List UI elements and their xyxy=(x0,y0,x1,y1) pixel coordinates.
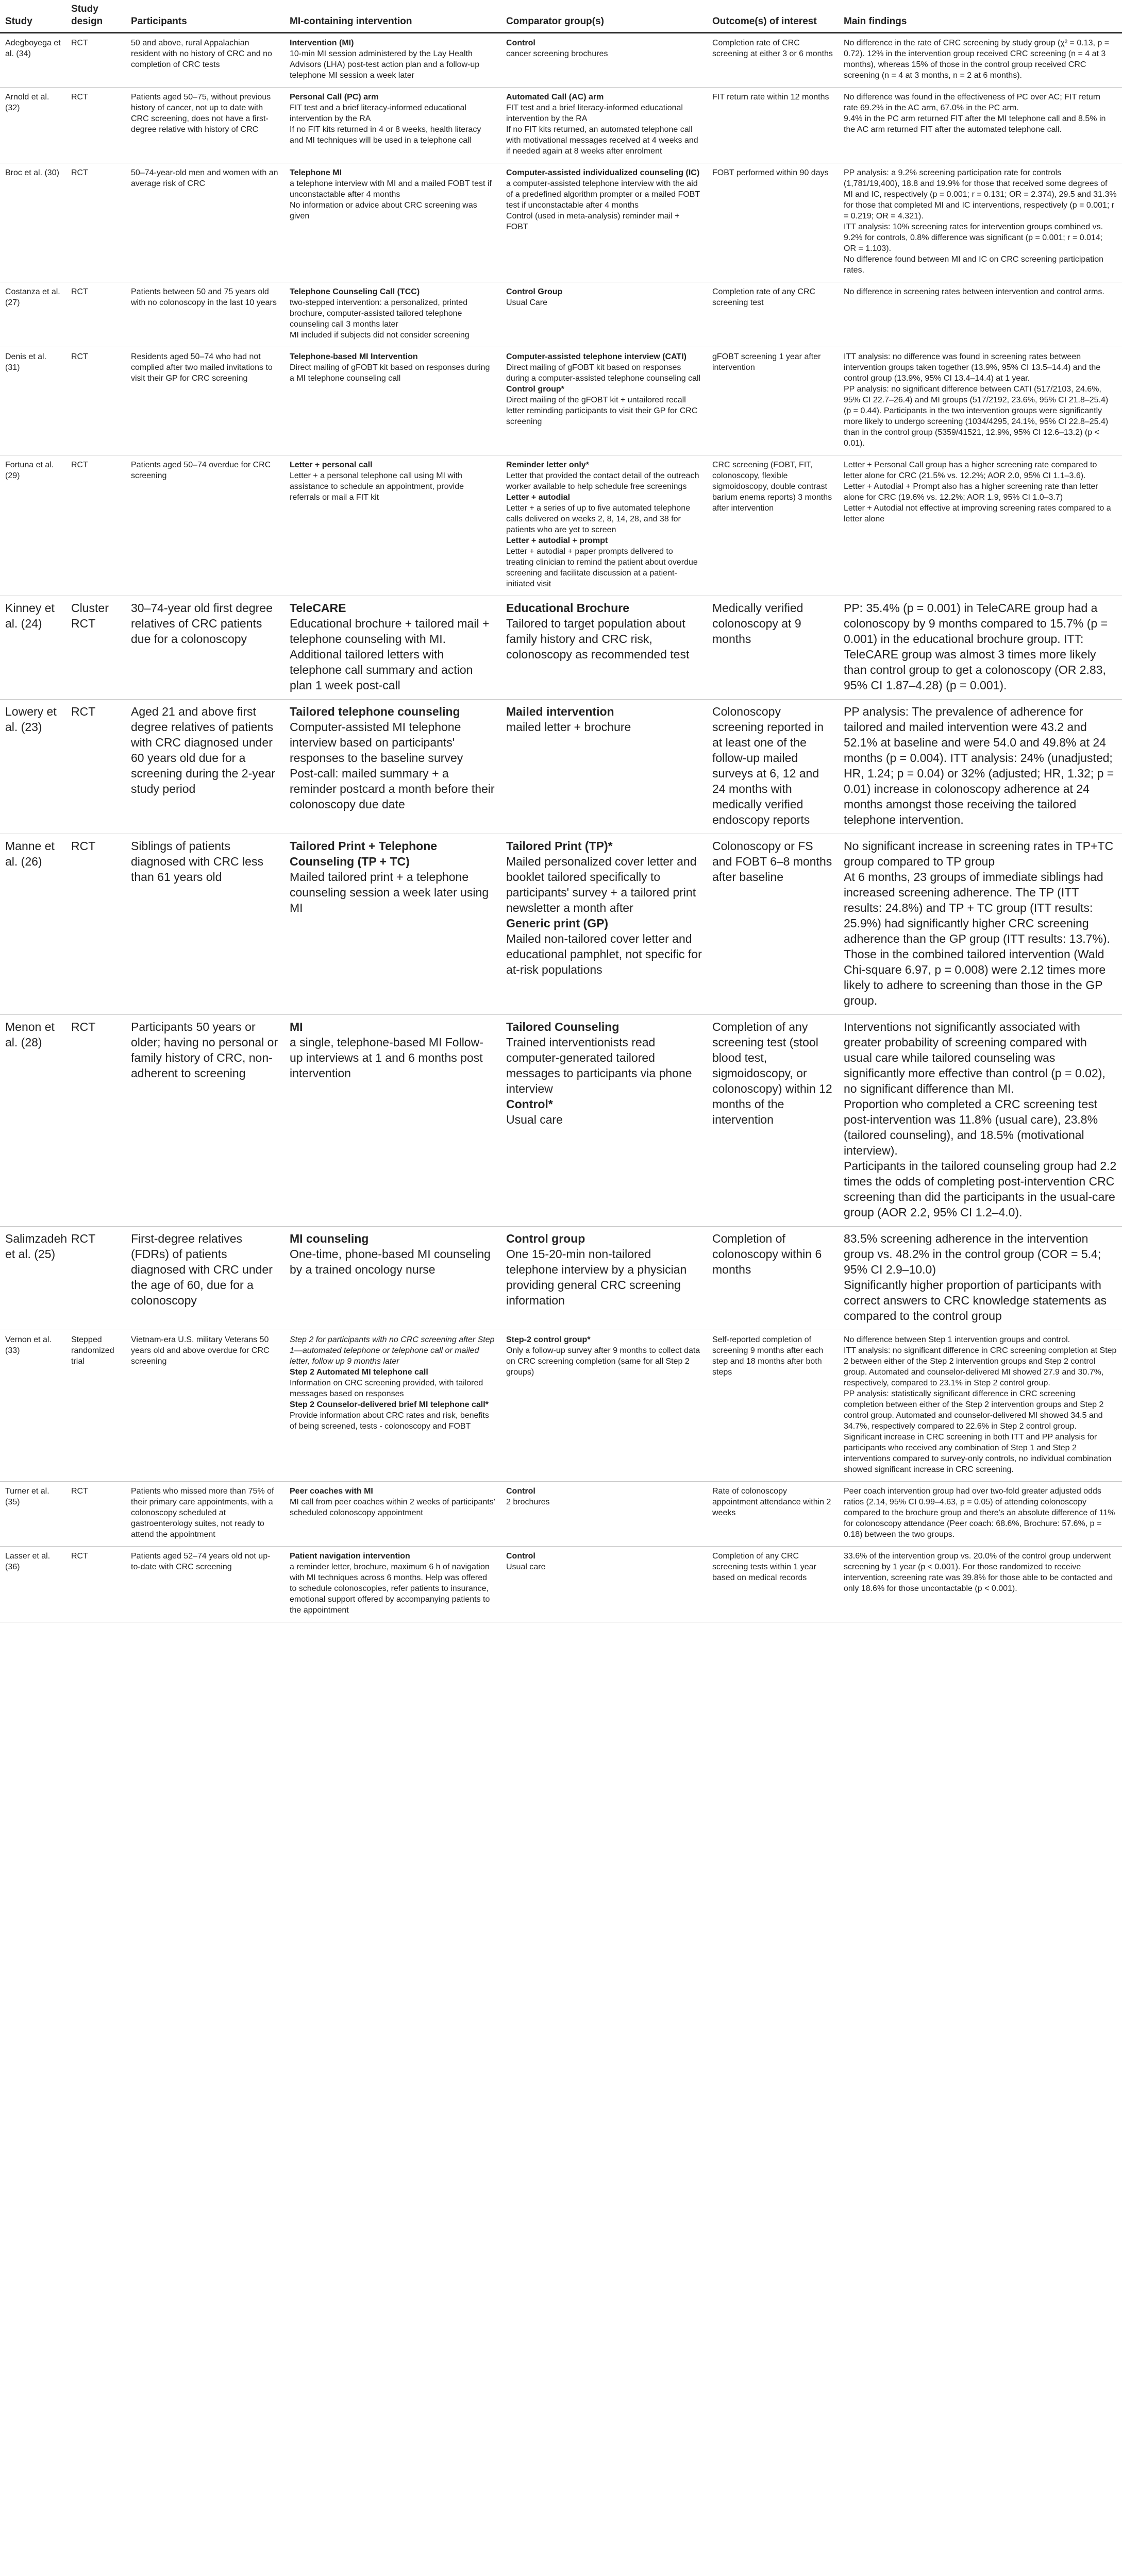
cell-study xyxy=(0,834,66,1015)
cell-findings xyxy=(839,282,1122,347)
comparator-text: Mailed personalized cover letter and booklet tailored specifically to participants' survey + a tailored print newsletter a month after xyxy=(506,855,697,914)
intervention-text: MI call from peer coaches within 2 weeks of participants' scheduled colonoscopy appointment xyxy=(290,1498,495,1517)
cell-design xyxy=(66,1015,126,1227)
findings-text: PP: 35.4% (p = 0.001) in TeleCARE group had a colonoscopy by 9 months compared to 15.7% (p = 0.001) in the educational brochure group. ITT: TeleCARE group was almost 3 times more likely than control group to get a colonoscopy (OR 2.83, 95% CI 1.87–4.28) (p = 0.001). xyxy=(844,601,1108,692)
cell-study xyxy=(0,1015,66,1227)
outcome-text: Medically verified colonoscopy at 9 months xyxy=(712,601,803,646)
cell-study xyxy=(0,1547,66,1622)
cell-findings xyxy=(839,596,1122,700)
intervention-text: TeleCARE xyxy=(290,601,346,615)
outcome-text: Colonoscopy or FS and FOBT 6–8 months after baseline xyxy=(712,839,832,884)
participants-text: Participants 50 years or older; having no personal or family history of CRC, non-adherent to screening xyxy=(131,1020,278,1080)
study-text: Broc et al. (30) xyxy=(5,168,59,177)
cell-comparator xyxy=(501,88,707,163)
table-row xyxy=(0,33,1122,88)
cell-intervention xyxy=(284,1227,501,1330)
comparator-text: Mailed intervention xyxy=(506,705,614,718)
findings-text: No difference was found in the effectiveness of PC over AC; FIT return rate 69.2% in the AC arm, 67.0% in the PC arm. xyxy=(844,93,1101,112)
cell-design xyxy=(66,1330,126,1482)
intervention-text: Telephone MI xyxy=(290,168,342,177)
cell-outcome xyxy=(707,163,839,282)
cell-intervention xyxy=(284,282,501,347)
comparator-text: Control xyxy=(506,39,535,47)
comparator-text: Reminder letter only* xyxy=(506,461,589,469)
cell-comparator xyxy=(501,455,707,596)
cell-findings xyxy=(839,455,1122,596)
intervention-text: Patient navigation intervention xyxy=(290,1552,410,1561)
cell-outcome xyxy=(707,455,839,596)
comparator-text: Computer-assisted telephone interview (CATI) xyxy=(506,352,686,361)
comparator-text: Letter + autodial + paper prompts delivered to treating clinician to remind the patient about overdue screening and facilitate discussion at a patient-initiated visit xyxy=(506,547,698,588)
participants-text: Residents aged 50–74 who had not complied after two mailed invitations to visit their GP for CRC screening xyxy=(131,352,273,383)
study-text: Kinney et al. (24) xyxy=(5,601,55,630)
intervention-text: One-time, phone-based MI counseling by a trained oncology nurse xyxy=(290,1247,491,1276)
cell-findings xyxy=(839,163,1122,282)
study-text: Salimzadeh et al. (25) xyxy=(5,1232,68,1261)
cell-intervention xyxy=(284,1547,501,1622)
design-text: RCT xyxy=(71,287,88,296)
comparator-text: Direct mailing of the gFOBT kit + untailored recall letter reminding participants to visit their GP for CRC screening xyxy=(506,396,698,426)
column-header-intervention: MI-containing intervention xyxy=(284,0,501,33)
cell-comparator xyxy=(501,1015,707,1227)
cell-design xyxy=(66,1547,126,1622)
cell-participants xyxy=(126,163,284,282)
intervention-text: 10-min MI session administered by the Lay Health Advisors (LHA) post-test action plan and a follow-up telephone MI session a week later xyxy=(290,49,480,80)
column-header-findings: Main findings xyxy=(839,0,1122,33)
cell-findings xyxy=(839,1330,1122,1482)
intervention-text: Letter + a personal telephone call using MI with assistance to schedule an appointment, provide referrals or mail a FIT kit xyxy=(290,471,464,502)
intervention-text: Direct mailing of gFOBT kit based on responses during a MI telephone counseling call xyxy=(290,363,490,383)
cell-study xyxy=(0,700,66,834)
intervention-text: MI xyxy=(290,1020,303,1033)
intervention-text: Mailed tailored print + a telephone counseling session a week later using MI xyxy=(290,870,489,914)
findings-text: At 6 months, 23 groups of immediate siblings had increased screening adherence. The TP (ITT results: 24.8%) and TP + TC group (ITT results: 25.9%) had significantly higher CRC screening adherence than the GP group (ITT results: 13.7%). xyxy=(844,870,1110,945)
comparator-text: Letter that provided the contact detail of the outreach worker available to help schedule free screenings xyxy=(506,471,699,491)
comparator-text: Control xyxy=(506,1487,535,1496)
design-text: RCT xyxy=(71,1020,96,1033)
outcome-text: Self-reported completion of screening 9 months after each step and 18 months after both steps xyxy=(712,1335,824,1377)
findings-text: Significantly higher proportion of participants with correct answers to CRC knowledge statements as compared to the control group xyxy=(844,1278,1107,1323)
comparator-text: Tailored to target population about family history and CRC risk, colonoscopy as recommended test xyxy=(506,617,690,661)
cell-comparator xyxy=(501,282,707,347)
cell-participants xyxy=(126,455,284,596)
participants-text: 50 and above, rural Appalachian resident with no history of CRC and no completion of CRC tests xyxy=(131,39,272,69)
intervention-text: Post-call: mailed summary + a reminder postcard a month before their colonoscopy due date xyxy=(290,767,495,811)
cell-study xyxy=(0,88,66,163)
cell-design xyxy=(66,1227,126,1330)
intervention-text: If no FIT kits returned in 4 or 8 weeks, health literacy and MI techniques will be used in a telephone call xyxy=(290,125,481,145)
cell-study xyxy=(0,33,66,88)
intervention-text: Tailored Print + Telephone Counseling (TP + TC) xyxy=(290,839,438,868)
intervention-text: a single, telephone-based MI Follow-up interviews at 1 and 6 months post intervention xyxy=(290,1036,483,1080)
outcome-text: FIT return rate within 12 months xyxy=(712,93,829,101)
findings-text: Significant increase in CRC screening in both ITT and PP analysis for participants who received any combination of Step 1 and Step 2 interventions compared to survey-only controls, no individual combination showed significant increase in CRC screening. xyxy=(844,1433,1112,1474)
column-header-participants: Participants xyxy=(126,0,284,33)
cell-findings xyxy=(839,88,1122,163)
cell-study xyxy=(0,455,66,596)
findings-text: No difference in the rate of CRC screening by study group (χ² = 0.13, p = 0.72). 12% in the intervention group received CRC screening (n = 4 at 3 months), whereas 15% of those in the control group received CRC screening (n = 4 at 3 months, n = 2 at 6 months). xyxy=(844,39,1110,80)
study-text: Lowery et al. (23) xyxy=(5,705,57,734)
intervention-text: two-stepped intervention: a personalized, printed brochure, computer-assisted tailored telephone counseling call 3 months later xyxy=(290,298,468,329)
cell-participants xyxy=(126,1482,284,1547)
participants-text: Patients aged 50–74 overdue for CRC screening xyxy=(131,461,271,480)
study-text: Turner et al. (35) xyxy=(5,1487,49,1506)
cell-study xyxy=(0,1227,66,1330)
findings-text: PP analysis: The prevalence of adherence for tailored and mailed intervention were 43.2 and 52.1% at baseline and were 54.0 and 49.8% at 24 months (p = 0.004). ITT analysis: 24% (unadjusted; HR, 1.24; p = 0.04) or 32% (adjusted; HR, 1.32; p = 0.01) increase in colonoscopy adherence at 24 months amongst those receiving the tailored telephone intervention. xyxy=(844,705,1114,826)
design-text: RCT xyxy=(71,352,88,361)
findings-text: Letter + Autodial not effective at improving screening rates compared to a letter alone xyxy=(844,504,1111,523)
comparator-text: Only a follow-up survey after 9 months to collect data on CRC screening completion (same for all Step 2 groups) xyxy=(506,1346,700,1377)
outcome-text: Completion of any CRC screening tests within 1 year based on medical records xyxy=(712,1552,816,1582)
cell-outcome xyxy=(707,1330,839,1482)
table-row xyxy=(0,1330,1122,1482)
findings-text: 83.5% screening adherence in the intervention group vs. 48.2% in the control group (COR = 5.4; 95% CI 2.9–10.0) xyxy=(844,1232,1101,1276)
table-body xyxy=(0,33,1122,1622)
comparator-text: FIT test and a brief literacy-informed educational intervention by the RA xyxy=(506,104,683,123)
design-text: RCT xyxy=(71,1487,88,1496)
intervention-text: FIT test and a brief literacy-informed educational intervention by the RA xyxy=(290,104,466,123)
column-header-study: Study xyxy=(0,0,66,33)
cell-findings xyxy=(839,1482,1122,1547)
cell-outcome xyxy=(707,1482,839,1547)
intervention-text: MI included if subjects did not consider screening xyxy=(290,331,470,340)
cell-participants xyxy=(126,347,284,455)
findings-text: Interventions not significantly associated with greater probability of screening compared with usual care while tailored counseling was significantly more effective than control (p = 0.02), no significant difference than MI. xyxy=(844,1020,1106,1095)
participants-text: Patients aged 52–74 years old not up-to-date with CRC screening xyxy=(131,1552,271,1571)
table-row xyxy=(0,282,1122,347)
cell-outcome xyxy=(707,1227,839,1330)
table-row xyxy=(0,347,1122,455)
findings-text: Letter + Autodial + Prompt also has a higher screening rate than letter alone for CRC (19.6% vs. 12.2%; AOR 1.9, 95% CI 1.0–3.7) xyxy=(844,482,1098,502)
cell-findings xyxy=(839,1547,1122,1622)
cell-participants xyxy=(126,1227,284,1330)
findings-text: No difference between Step 1 intervention groups and control. xyxy=(844,1335,1070,1344)
comparator-text: Letter + autodial xyxy=(506,493,571,502)
study-text: Menon et al. (28) xyxy=(5,1020,55,1049)
cell-intervention xyxy=(284,596,501,700)
cell-design xyxy=(66,455,126,596)
participants-text: Vietnam-era U.S. military Veterans 50 years old and above overdue for CRC screening xyxy=(131,1335,270,1366)
cell-comparator xyxy=(501,347,707,455)
intervention-text: Educational brochure + tailored mail + telephone counseling with MI. Additional tailored letters with telephone call summary and action plan 1 week post-call xyxy=(290,617,490,692)
cell-outcome xyxy=(707,1547,839,1622)
design-text: RCT xyxy=(71,705,96,718)
comparator-text: Step-2 control group* xyxy=(506,1335,591,1344)
findings-text: Proportion who completed a CRC screening test post-intervention was 11.8% (usual care), 23.8% (tailored counseling), and 18.5% (motivational interview). xyxy=(844,1097,1098,1157)
intervention-text: a telephone interview with MI and a mailed FOBT test if unconstactable after 4 months xyxy=(290,179,492,199)
cell-outcome xyxy=(707,282,839,347)
findings-text: ITT analysis: 10% screening rates for intervention groups combined vs. 9.2% for controls, 0.8% difference was significant (p = 0.001; r = 0.014; OR = 1.103). xyxy=(844,223,1103,253)
cell-intervention xyxy=(284,1482,501,1547)
intervention-text: Step 2 for participants with no CRC screening after Step 1—automated telephone or telephone call or mailed letter, follow up 9 months later xyxy=(290,1335,495,1366)
cell-findings xyxy=(839,1227,1122,1330)
findings-text: Those in the combined tailored intervention (Wald Chi-square 6.97, p = 0.008) were 2.12 times more likely to adhere to screening than those in the GP group. xyxy=(844,947,1106,1007)
study-text: Adegboyega et al. (34) xyxy=(5,39,61,58)
intervention-text: Information on CRC screening provided, with tailored messages based on responses xyxy=(290,1379,483,1398)
cell-comparator xyxy=(501,596,707,700)
cell-design xyxy=(66,596,126,700)
outcome-text: Completion rate of any CRC screening test xyxy=(712,287,816,307)
cell-participants xyxy=(126,1015,284,1227)
table-row xyxy=(0,1547,1122,1622)
intervention-text: Peer coaches with MI xyxy=(290,1487,373,1496)
cell-outcome xyxy=(707,834,839,1015)
design-text: RCT xyxy=(71,839,96,853)
cell-participants xyxy=(126,834,284,1015)
table-row xyxy=(0,163,1122,282)
intervention-text: MI counseling xyxy=(290,1232,369,1245)
table-row xyxy=(0,1015,1122,1227)
cell-design xyxy=(66,33,126,88)
comparator-text: Control (used in meta-analysis) reminder mail + FOBT xyxy=(506,212,680,231)
cell-comparator xyxy=(501,33,707,88)
intervention-text: a reminder letter, brochure, maximum 6 h of navigation with MI techniques across 6 months. Help was offered to schedule colonoscopies, refer patients to insurance, emotional support offered by accompanying patients to the appointment xyxy=(290,1563,490,1615)
findings-text: No difference in screening rates between intervention and control arms. xyxy=(844,287,1104,296)
cell-participants xyxy=(126,596,284,700)
column-header-outcome: Outcome(s) of interest xyxy=(707,0,839,33)
outcome-text: Rate of colonoscopy appointment attendance within 2 weeks xyxy=(712,1487,831,1517)
comparator-text: Letter + autodial + prompt xyxy=(506,536,608,545)
comparator-text: Usual Care xyxy=(506,298,548,307)
cell-design xyxy=(66,834,126,1015)
cell-comparator xyxy=(501,163,707,282)
cell-outcome xyxy=(707,1015,839,1227)
findings-text: Letter + Personal Call group has a higher screening rate compared to letter alone for CRC (21.5% vs. 12.2%; AOR 2.0, 95% CI 1.1–3.6). xyxy=(844,461,1097,480)
findings-text: No significant increase in screening rates in TP+TC group compared to TP group xyxy=(844,839,1114,868)
cell-intervention xyxy=(284,1330,501,1482)
findings-text: Peer coach intervention group had over two-fold greater adjusted odds ratios (2.14, 95% CI 0.99–4.63, p = 0.05) of attending colonoscopy compared to the brochure group and there's an absolute difference of 11% for colonoscopy attendance (Peer coach: 68.6%, Brochure: 57.6%, p = 0.18) between the two groups. xyxy=(844,1487,1115,1539)
participants-text: 30–74-year old first degree relatives of CRC patients due for a colonoscopy xyxy=(131,601,273,646)
intervention-text: Step 2 Automated MI telephone call xyxy=(290,1368,428,1377)
comparator-text: mailed letter + brochure xyxy=(506,720,631,734)
outcome-text: gFOBT screening 1 year after intervention xyxy=(712,352,821,372)
intervention-text: Telephone Counseling Call (TCC) xyxy=(290,287,420,296)
cell-comparator xyxy=(501,1330,707,1482)
participants-text: First-degree relatives (FDRs) of patients diagnosed with CRC under the age of 60, due for a colonoscopy xyxy=(131,1232,273,1307)
cell-study xyxy=(0,347,66,455)
cell-outcome xyxy=(707,700,839,834)
cell-outcome xyxy=(707,596,839,700)
design-text: RCT xyxy=(71,39,88,47)
findings-text: PP analysis: no significant difference between CATI (517/2103, 24.6%, 95% CI 22.7–26.4) and MI groups (517/2192, 23.6%, 95% CI 21.8–25.4) (p = 0.44). Participants in the two intervention groups were significantly more likely to undergo screening (1034/4295, 24.1%, 95% CI 22.8–25.4) than in the control group (5359/41521, 12.9%, 95% CI 12.6–13.2) (p < 0.01). xyxy=(844,385,1109,448)
cell-findings xyxy=(839,1015,1122,1227)
design-text: Stepped randomized trial xyxy=(71,1335,114,1366)
table-header xyxy=(0,0,1122,33)
outcome-text: Completion rate of CRC screening at either 3 or 6 months xyxy=(712,39,833,58)
outcome-text: CRC screening (FOBT, FIT, colonoscopy, flexible sigmoidoscopy, double contrast barium enema reports) 3 months after intervention xyxy=(712,461,832,513)
cell-findings xyxy=(839,347,1122,455)
findings-text: 33.6% of the intervention group vs. 20.0% of the control group underwent screening by 1 year (p < 0.001). For those randomized to receive intervention, screening rate was 39.8% for those able to be contacted and only 18.6% for those uncontactable (p < 0.001). xyxy=(844,1552,1113,1593)
comparator-text: Control Group xyxy=(506,287,563,296)
outcome-text: Completion of colonoscopy within 6 months xyxy=(712,1232,822,1276)
cell-findings xyxy=(839,33,1122,88)
participants-text: Patients aged 50–75, without previous history of cancer, not up to date with CRC screening, does not have a first-degree relative with history of CRC xyxy=(131,93,271,134)
cell-findings xyxy=(839,700,1122,834)
comparator-text: Tailored Counseling xyxy=(506,1020,619,1033)
study-text: Arnold et al. (32) xyxy=(5,93,49,112)
cell-intervention xyxy=(284,455,501,596)
cell-design xyxy=(66,1482,126,1547)
comparator-text: Control group xyxy=(506,1232,585,1245)
cell-intervention xyxy=(284,88,501,163)
intervention-text: No information or advice about CRC screening was given xyxy=(290,201,477,221)
participants-text: Patients between 50 and 75 years old with no colonoscopy in the last 10 years xyxy=(131,287,277,307)
cell-outcome xyxy=(707,33,839,88)
cell-intervention xyxy=(284,700,501,834)
comparator-text: Generic print (GP) xyxy=(506,917,609,930)
cell-design xyxy=(66,88,126,163)
findings-text: 9.4% in the PC arm returned FIT after the MI telephone call and 8.5% in the AC arm returned FIT after the automated telephone call. xyxy=(844,114,1106,134)
findings-text: PP analysis: a 9.2% screening participation rate for controls (1,781/19,400), 18.8 and 19.9% for those that received some degrees of MI and IC, respectively (p = 0.001; r = 0.131; OR = 2.374), 29.5 and 31.3% for those that completed MI and IC interventions, respectively (p = 0.001; r = 0.219; OR = 4.321). xyxy=(844,168,1117,221)
comparator-text: Direct mailing of gFOBT kit based on responses during a computer-assisted telephone counseling call xyxy=(506,363,701,383)
cell-study xyxy=(0,596,66,700)
design-text: RCT xyxy=(71,461,88,469)
design-text: RCT xyxy=(71,93,88,101)
study-text: Lasser et al. (36) xyxy=(5,1552,51,1571)
design-text: RCT xyxy=(71,168,88,177)
findings-text: No difference found between MI and IC on CRC screening participation rates. xyxy=(844,255,1103,275)
participants-text: Siblings of patients diagnosed with CRC less than 61 years old xyxy=(131,839,263,884)
findings-text: PP analysis: statistically significant difference in CRC screening completion between either of the Step 2 intervention groups and Step 2 control group. Automated and counselor-delivered MI showed 34.5 and 34.7%, respectively compared to 22.6% in Step 2 control group. xyxy=(844,1389,1104,1431)
cell-intervention xyxy=(284,834,501,1015)
findings-text: ITT analysis: no difference was found in screening rates between intervention groups taken together (13.9%, 95% CI 13.5–14.4) and the control group (13.9%, 95% CI 13.4–14.4) at 1 year. xyxy=(844,352,1101,383)
intervention-text: Tailored telephone counseling xyxy=(290,705,460,718)
cell-intervention xyxy=(284,33,501,88)
column-header-design: Study design xyxy=(66,0,126,33)
cell-design xyxy=(66,163,126,282)
cell-intervention xyxy=(284,1015,501,1227)
comparator-text: Tailored Print (TP)* xyxy=(506,839,613,853)
cell-comparator xyxy=(501,834,707,1015)
comparator-text: Control* xyxy=(506,1097,553,1111)
table-row xyxy=(0,1482,1122,1547)
cell-participants xyxy=(126,1547,284,1622)
comparator-text: Educational Brochure xyxy=(506,601,629,615)
cell-comparator xyxy=(501,1547,707,1622)
comparator-text: Control xyxy=(506,1552,535,1561)
comparator-text: One 15-20-min non-tailored telephone interview by a physician providing general CRC screening information xyxy=(506,1247,687,1307)
comparator-text: Mailed non-tailored cover letter and educational pamphlet, not specific for at-risk populations xyxy=(506,932,702,976)
cell-participants xyxy=(126,700,284,834)
study-text: Vernon et al. (33) xyxy=(5,1335,52,1355)
intervention-text: Intervention (MI) xyxy=(290,39,354,47)
intervention-text: Step 2 Counselor-delivered brief MI telephone call* xyxy=(290,1400,489,1409)
table-row xyxy=(0,596,1122,700)
intervention-text: Personal Call (PC) arm xyxy=(290,93,379,101)
comparator-text: a computer-assisted telephone interview with the aid of a predefined algorithm prompter or a mailed FOBT test if unconstactable after 4 months xyxy=(506,179,700,210)
study-text: Fortuna et al. (29) xyxy=(5,461,54,480)
cell-findings xyxy=(839,834,1122,1015)
study-text: Manne et al. (26) xyxy=(5,839,55,868)
design-text: RCT xyxy=(71,1232,96,1245)
comparator-text: Usual care xyxy=(506,1563,546,1571)
intervention-text: Letter + personal call xyxy=(290,461,373,469)
intervention-text: Telephone-based MI Intervention xyxy=(290,352,418,361)
participants-text: Patients who missed more than 75% of their primary care appointments, with a colonoscopy scheduled at gastroenterology suites, not ready to attend the appointment xyxy=(131,1487,274,1539)
cell-outcome xyxy=(707,88,839,163)
cell-participants xyxy=(126,282,284,347)
cell-participants xyxy=(126,33,284,88)
comparator-text: Automated Call (AC) arm xyxy=(506,93,604,101)
study-text: Denis et al. (31) xyxy=(5,352,47,372)
comparator-text: Control group* xyxy=(506,385,564,394)
cell-participants xyxy=(126,1330,284,1482)
outcome-text: Completion of any screening test (stool blood test, sigmoidoscopy, or colonoscopy) within 12 months of the intervention xyxy=(712,1020,832,1126)
table-row xyxy=(0,455,1122,596)
cell-outcome xyxy=(707,347,839,455)
column-header-comparator: Comparator group(s) xyxy=(501,0,707,33)
comparator-text: Usual care xyxy=(506,1113,563,1126)
cell-participants xyxy=(126,88,284,163)
table-row xyxy=(0,88,1122,163)
comparator-text: If no FIT kits returned, an automated telephone call with motivational messages received at 4 weeks and if needed again at 8 weeks after enrolment xyxy=(506,125,698,156)
participants-text: Aged 21 and above first degree relatives of patients with CRC diagnosed under 60 years old due for a screening during the 2-year study period xyxy=(131,705,275,795)
design-text: Cluster RCT xyxy=(71,601,109,630)
header-row xyxy=(0,0,1122,33)
cell-intervention xyxy=(284,347,501,455)
design-text: RCT xyxy=(71,1552,88,1561)
comparator-text: Computer-assisted individualized counseling (IC) xyxy=(506,168,700,177)
comparator-text: Letter + a series of up to five automated telephone calls delivered on weeks 2, 8, 14, 28, and 38 for patients who are yet to screen xyxy=(506,504,691,534)
cell-comparator xyxy=(501,1227,707,1330)
participants-text: 50–74-year-old men and women with an average risk of CRC xyxy=(131,168,278,188)
comparator-text: 2 brochures xyxy=(506,1498,550,1506)
cell-study xyxy=(0,163,66,282)
cell-design xyxy=(66,282,126,347)
study-text: Costanza et al. (27) xyxy=(5,287,60,307)
outcome-text: Colonoscopy screening reported in at least one of the follow-up mailed surveys at 6, 12 and 24 months with medically verified endoscopy reports xyxy=(712,705,824,826)
table-row xyxy=(0,700,1122,834)
cell-comparator xyxy=(501,700,707,834)
cell-comparator xyxy=(501,1482,707,1547)
cell-study xyxy=(0,1482,66,1547)
outcome-text: FOBT performed within 90 days xyxy=(712,168,829,177)
findings-text: ITT analysis: no significant difference in CRC screening completion at Step 2 between either of the Step 2 intervention groups and Step 2 control group. Automated and counselor-delivered MI showed 27.9 and 30.7%, respectively, compared to 23.1% in Step 2 control group. xyxy=(844,1346,1117,1387)
cell-study xyxy=(0,282,66,347)
cell-design xyxy=(66,700,126,834)
table-row xyxy=(0,1227,1122,1330)
findings-text: Participants in the tailored counseling group had 2.2 times the odds of completing post-intervention CRC screening than did the participants in the usual-care group (AOR 2.2, 95% CI 1.2–4.0). xyxy=(844,1159,1117,1219)
intervention-text: Provide information about CRC rates and risk, benefits of being screened, tests - colonoscopy and FOBT xyxy=(290,1411,489,1431)
cell-study xyxy=(0,1330,66,1482)
comparator-text: cancer screening brochures xyxy=(506,49,608,58)
cell-intervention xyxy=(284,163,501,282)
intervention-text: Computer-assisted MI telephone interview based on participants' responses to the baseline survey xyxy=(290,720,463,765)
cell-design xyxy=(66,347,126,455)
table-row xyxy=(0,834,1122,1015)
comparator-text: Trained interventionists read computer-generated tailored messages to participants via phone interview xyxy=(506,1036,692,1095)
